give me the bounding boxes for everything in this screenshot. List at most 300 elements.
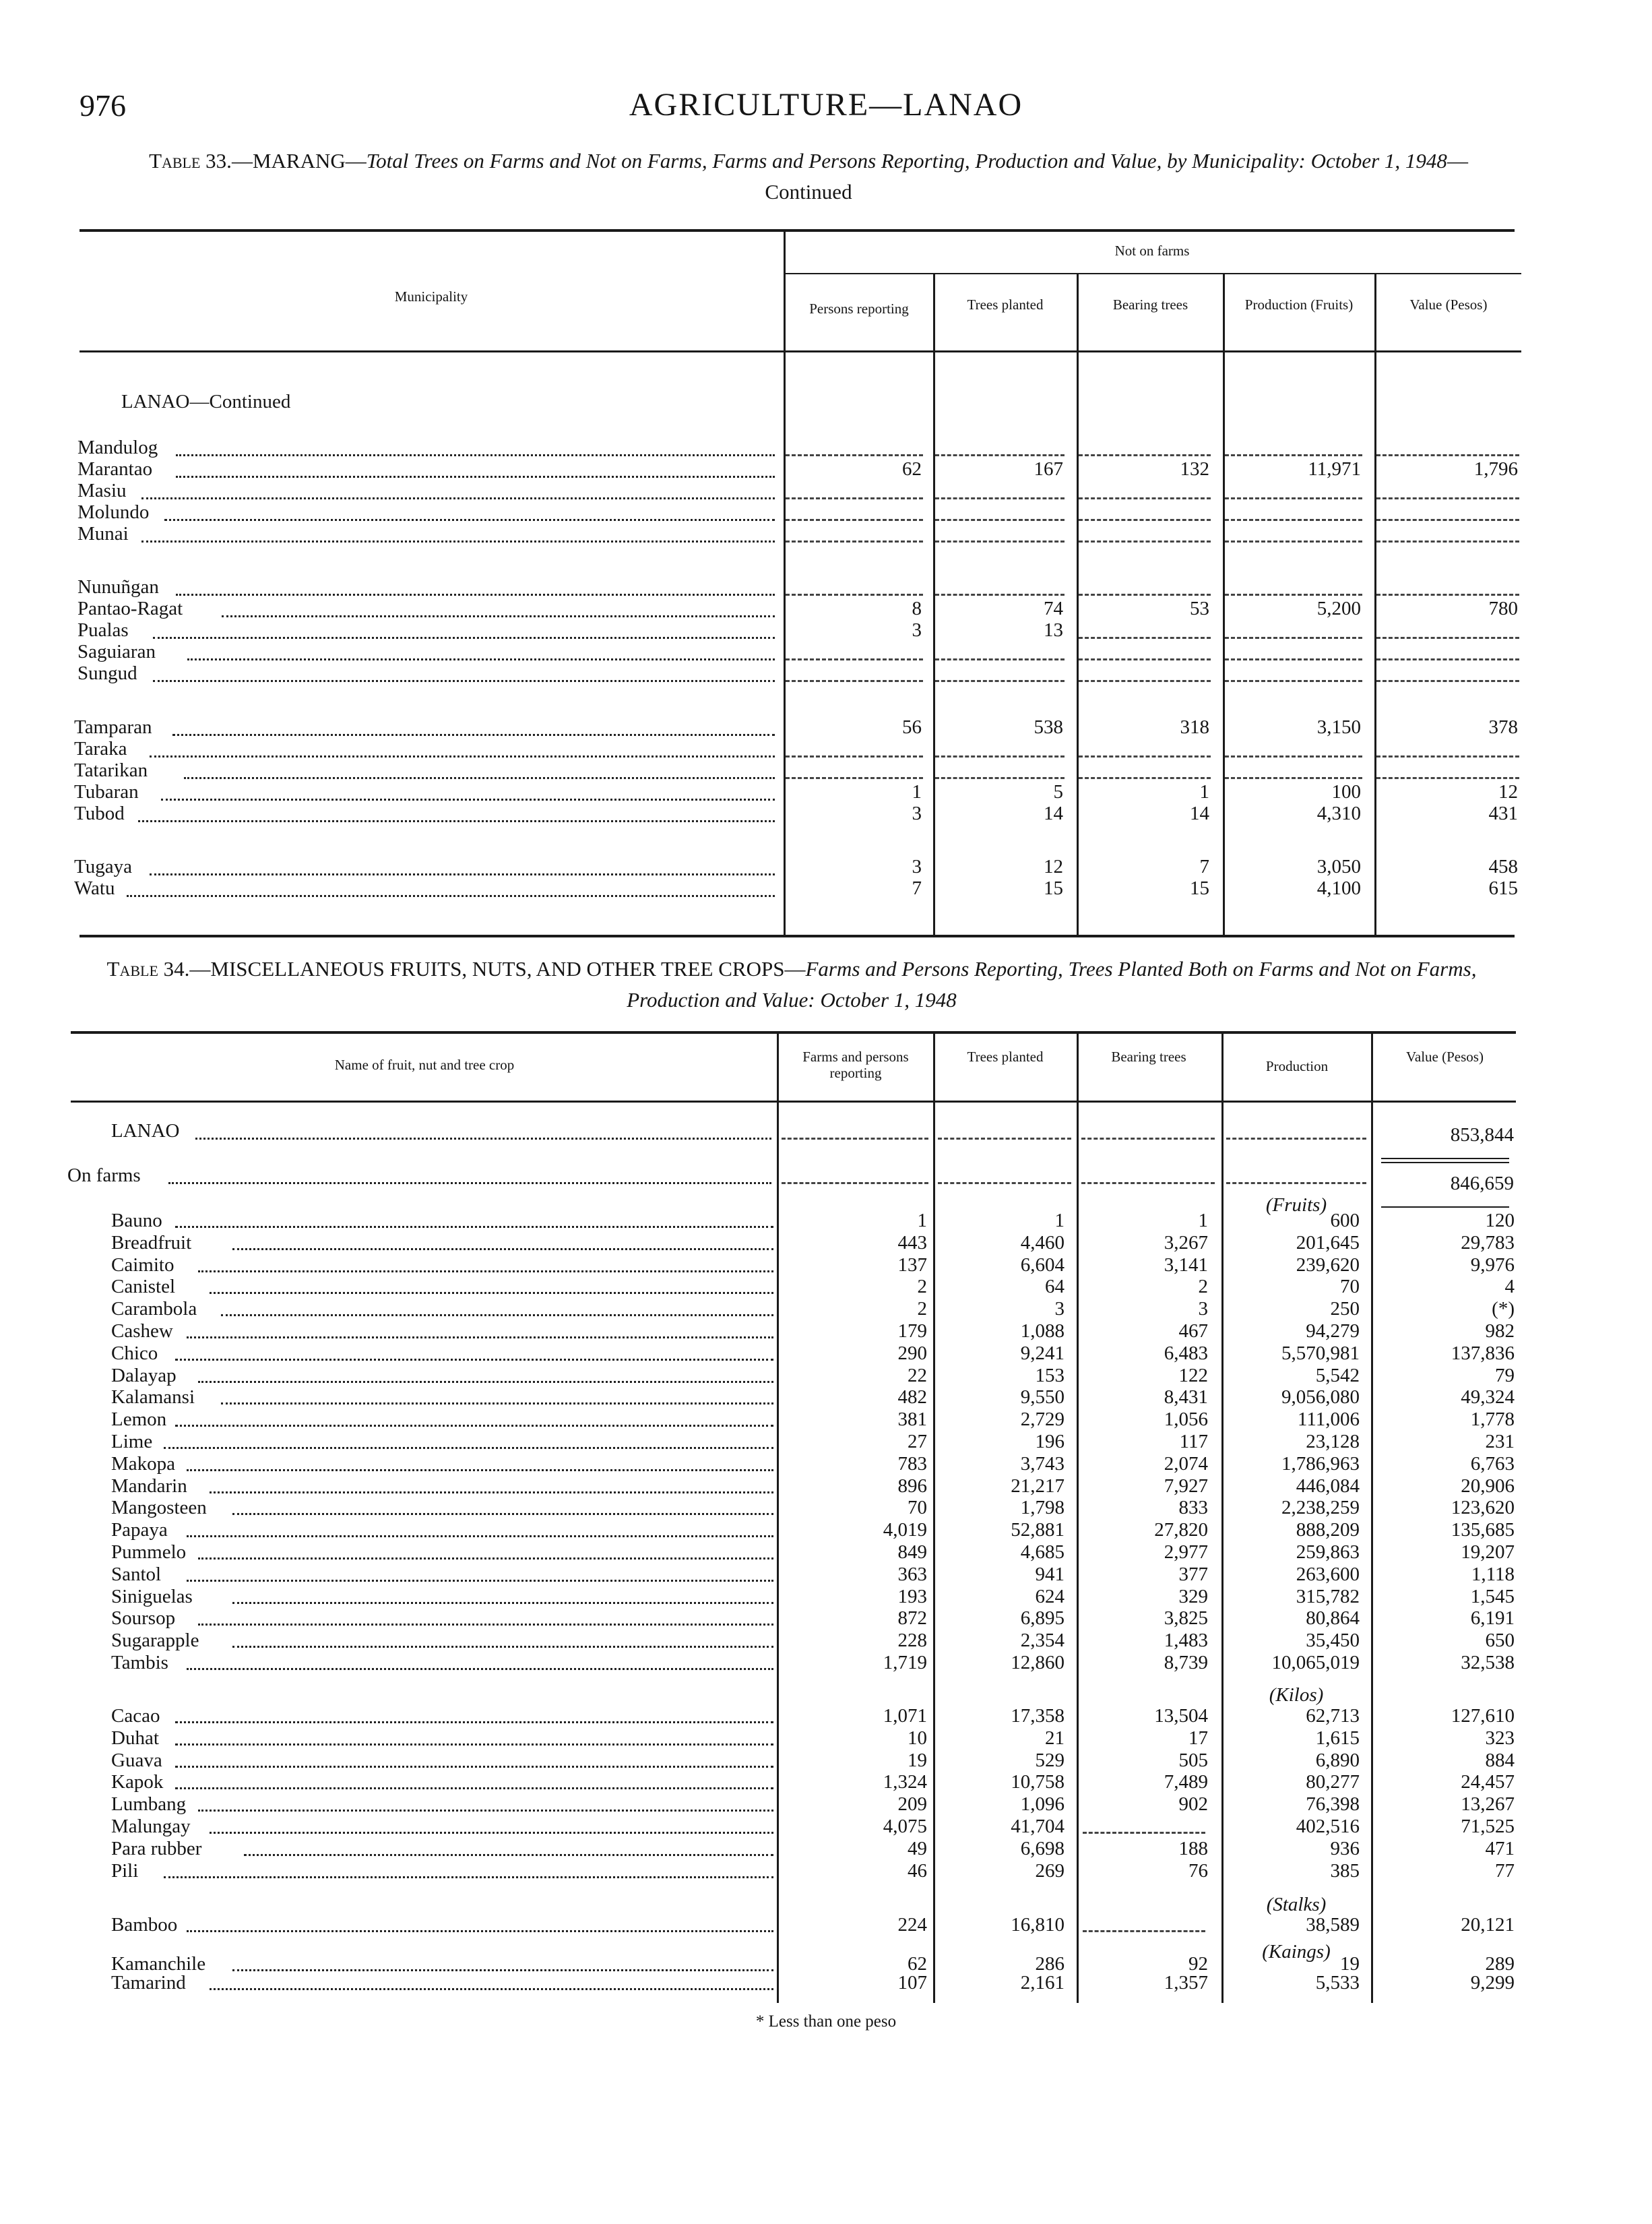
table34-cell: 22 [908, 1364, 927, 1386]
table34-cell: 193 [897, 1585, 927, 1607]
table34-cell: 833 [1178, 1497, 1208, 1519]
table34-crop-name: Makopa [111, 1452, 176, 1475]
table34-col-divider [777, 1032, 779, 2003]
table34-cell: 1,056 [1164, 1409, 1208, 1431]
table33-row-leader [172, 734, 775, 736]
table33-cell: 431 [1488, 803, 1518, 824]
table33-cell: 8 [912, 598, 922, 619]
table33-group-rule [785, 273, 1521, 274]
table34-top-rule [71, 1031, 1516, 1034]
table33-empty-cell [935, 454, 1065, 456]
table34-cell: 1,798 [1020, 1497, 1065, 1519]
table34-cell: 1,778 [1470, 1409, 1515, 1431]
page-number: 976 [80, 88, 126, 123]
table34-cell: 239,620 [1296, 1254, 1360, 1276]
table34-cell: 2 [1198, 1276, 1208, 1298]
table33-row-leader [138, 820, 775, 822]
table34-cell: 76 [1188, 1859, 1208, 1882]
table33-empty-cell [935, 519, 1065, 521]
table34-cell: 2 [917, 1276, 927, 1298]
table34-cell: 482 [897, 1386, 927, 1409]
table34-crop-name: Cacao [111, 1705, 160, 1727]
table33-empty-cell [935, 658, 1065, 660]
table33-cell: 3,050 [1316, 856, 1361, 877]
table34-cell: 3,267 [1164, 1231, 1208, 1254]
table33-empty-cell [1079, 777, 1211, 779]
table33-cell: 15 [1190, 877, 1209, 899]
table34-cell: 1,483 [1164, 1630, 1208, 1652]
table33-row-leader [161, 799, 775, 801]
table34-cell: 1,324 [883, 1771, 927, 1793]
table34-crop-name: Santol [111, 1563, 162, 1585]
table34-cell: 77 [1495, 1859, 1515, 1882]
table34-col-header: Trees planted [967, 1049, 1044, 1065]
table34-on-farms-rule [1381, 1206, 1509, 1208]
table34-row-leader [210, 1988, 773, 1990]
table34-crop-name: Kamanchile [111, 1953, 206, 1975]
table34-crop-name: Chico [111, 1342, 158, 1364]
table33-empty-cell [1376, 637, 1519, 639]
table34-cell: 62 [908, 1953, 927, 1975]
table34-cell: 9,241 [1020, 1342, 1065, 1364]
table33-col-divider [1077, 274, 1079, 935]
table34-crop-name: Sugarapple [111, 1630, 199, 1652]
table33-empty-cell [1376, 777, 1519, 779]
table33-empty-cell [1079, 755, 1211, 758]
table34-name-header: Name of fruit, nut and tree crop [334, 1057, 515, 1073]
table34-cell: 7,927 [1164, 1475, 1208, 1497]
table34-cell: 49,324 [1461, 1386, 1515, 1409]
table33-cell: 780 [1488, 598, 1518, 619]
table34-cell: 70 [1340, 1276, 1360, 1298]
table34-cell: 1,357 [1164, 1972, 1208, 1994]
table34-cell: 2,161 [1020, 1972, 1065, 1994]
table34-cell: 62,713 [1306, 1705, 1360, 1727]
table33-empty-cell [1376, 594, 1519, 596]
table33-row-leader [141, 540, 775, 543]
table33-col-divider [784, 230, 786, 935]
table34-cell: 872 [897, 1607, 927, 1630]
table34-row-leader [175, 1425, 773, 1427]
table33-empty-cell [1079, 594, 1211, 596]
table33-cell: 132 [1180, 458, 1209, 480]
table34-cell: 6,191 [1470, 1607, 1515, 1630]
table34-empty-cell [1083, 1930, 1205, 1932]
table34-cell: 505 [1178, 1749, 1208, 1771]
table33-col-header: Trees planted [967, 297, 1044, 313]
table33-row-leader [127, 895, 775, 897]
table34-col-divider [933, 1032, 935, 2003]
table34-on-farms-dash [782, 1182, 928, 1184]
table34-cell: 4,075 [883, 1816, 927, 1837]
table33-cell: 7 [1199, 856, 1209, 877]
table34-crop-name: Bauno [111, 1210, 162, 1231]
table34-crop-name: Malungay [111, 1816, 191, 1837]
table34-cell: 1 [917, 1210, 927, 1231]
table34-cell: 902 [1178, 1793, 1208, 1816]
table33-cell: 1,796 [1473, 458, 1518, 480]
table34-crop-name: Mangosteen [111, 1497, 207, 1519]
table34-row-leader [232, 1248, 773, 1250]
table33-empty-cell [786, 658, 923, 660]
table33-cell: 167 [1034, 458, 1063, 480]
table34-crop-name: Duhat [111, 1727, 159, 1749]
table33-row-leader [153, 637, 775, 639]
table33-row-leader [141, 497, 775, 499]
table33-cell: 458 [1488, 856, 1518, 877]
table34-cell: 79 [1495, 1364, 1515, 1386]
table33-cell: 318 [1180, 716, 1209, 738]
table34-row-leader [221, 1402, 773, 1404]
table34-total-value: 853,844 [1450, 1124, 1514, 1146]
table34-crop-name: Tambis [111, 1652, 168, 1673]
table34-cell: 27,820 [1154, 1519, 1208, 1541]
table33-row-leader [187, 658, 775, 660]
table34-cell: 2,354 [1020, 1630, 1065, 1652]
table34-unit-stalks: (Stalks) [1266, 1894, 1327, 1915]
table34-row-leader [210, 1292, 773, 1294]
table34-row-leader [187, 1535, 773, 1537]
table34-col-divider [1371, 1032, 1373, 2003]
table33-empty-cell [1376, 755, 1519, 758]
table33-col-header: Value (Pesos) [1409, 297, 1488, 313]
table34-cell: 624 [1035, 1585, 1065, 1607]
table34-cell: 13,504 [1154, 1705, 1208, 1727]
table33-cell: 1 [1199, 781, 1209, 803]
table33-cell: 3,150 [1316, 716, 1361, 738]
table34-cell: 10,065,019 [1271, 1652, 1360, 1673]
table34-cell: 250 [1330, 1298, 1360, 1320]
table34-cell: 6,604 [1020, 1254, 1065, 1276]
table33-cell: 378 [1488, 716, 1518, 738]
table33-empty-cell [786, 454, 923, 456]
table34-cell: 1 [1054, 1210, 1065, 1231]
table34-crop-name: Para rubber [111, 1837, 202, 1859]
table33-empty-cell [1376, 497, 1519, 499]
table34-cell: 10,758 [1011, 1771, 1065, 1793]
table33-empty-cell [1079, 637, 1211, 639]
table34-crop-name: Bamboo [111, 1914, 178, 1936]
table33-col-header: Bearing trees [1112, 297, 1188, 313]
table34-cell: 8,739 [1164, 1652, 1208, 1673]
table34-cell: 1,615 [1315, 1727, 1360, 1749]
table34-cell: 29,783 [1461, 1231, 1515, 1254]
table33-empty-cell [1079, 497, 1211, 499]
table33-top-rule [80, 229, 1515, 232]
table33-municipality-name: Saguiaran [77, 641, 156, 662]
table33-municipality-name: Taraka [74, 738, 127, 760]
table34-caption-label: Table 34. [106, 957, 190, 981]
table34-crop-name: Kapok [111, 1771, 164, 1793]
table33-row-leader [164, 519, 775, 521]
table34-cell: 1 [1198, 1210, 1208, 1231]
table33-empty-cell [786, 540, 923, 543]
table34-cell: 179 [897, 1320, 927, 1342]
table33-empty-cell [935, 680, 1065, 682]
table34-cell: 289 [1485, 1953, 1515, 1975]
table33-empty-cell [786, 680, 923, 682]
table34-cell: 888,209 [1296, 1519, 1360, 1541]
table34-cell: 650 [1485, 1630, 1515, 1652]
table33-col-divider [933, 274, 935, 935]
table33-cell: 1 [912, 781, 922, 803]
table34-crop-name: Guava [111, 1749, 162, 1771]
table34-cell: 49 [908, 1837, 927, 1859]
table33-municipality-name: Tubaran [74, 781, 139, 803]
table34-cell: 3 [1054, 1298, 1065, 1320]
table34-cell: 8,431 [1164, 1386, 1208, 1409]
running-head: AGRICULTURE—LANAO [629, 87, 1023, 123]
table34-cell: 1,088 [1020, 1320, 1065, 1342]
table34-cell: 9,056,080 [1281, 1386, 1360, 1409]
table34-caption-title: Farms and Persons Reporting, Trees Planted Both on Farms and Not on Farms, Production and Value: October 1, 1948 [627, 957, 1477, 1012]
table34-cell: 76,398 [1306, 1793, 1360, 1816]
table34-cell: 10 [908, 1727, 927, 1749]
table34-row-leader [232, 1602, 773, 1604]
table33-empty-cell [1376, 454, 1519, 456]
table34-crop-name: Lemon [111, 1409, 167, 1431]
table34-cell: 111,006 [1297, 1409, 1360, 1431]
table34-col-divider [1077, 1032, 1079, 2003]
table33-empty-cell [1225, 519, 1362, 521]
table34-cell: 6,483 [1164, 1342, 1208, 1364]
table34-cell: 27 [908, 1431, 927, 1452]
table34-cell: 6,763 [1470, 1452, 1515, 1475]
table33-empty-cell [1376, 680, 1519, 682]
table33-col-group-header: Not on farms [1114, 243, 1190, 259]
table34-cell: 12,860 [1011, 1652, 1065, 1673]
table34-cell: 20,906 [1461, 1475, 1515, 1497]
table33-cell: 4,310 [1316, 803, 1361, 824]
table34-cell: 4,685 [1020, 1541, 1065, 1563]
table33-empty-cell [1376, 540, 1519, 543]
table34-cell: 137,836 [1451, 1342, 1515, 1364]
table33-row-leader [150, 755, 775, 758]
table34-cell: 21,217 [1011, 1475, 1065, 1497]
table33-empty-cell [1079, 540, 1211, 543]
table33-empty-cell [1225, 680, 1362, 682]
table34-cell: 24,457 [1461, 1771, 1515, 1793]
table34-cell: 2,977 [1164, 1541, 1208, 1563]
table33-municipality-name: Tugaya [74, 856, 132, 877]
table33-empty-cell [935, 540, 1065, 543]
table33-col-header: Persons reporting [809, 301, 909, 317]
table34-cell: 1,096 [1020, 1793, 1065, 1816]
table34-cell: 385 [1330, 1859, 1360, 1882]
table34-total-dash [1081, 1138, 1215, 1140]
table34-on-farms-dash [1226, 1182, 1366, 1184]
table34-cell: 381 [897, 1409, 927, 1431]
table34-row-leader [187, 1930, 773, 1932]
table34-cell: 117 [1179, 1431, 1208, 1452]
table34-cell: 80,277 [1306, 1771, 1360, 1793]
table33-cell: 5 [1053, 781, 1063, 803]
table33-cell: 100 [1331, 781, 1361, 803]
table34-on-farms-leader [168, 1182, 771, 1184]
table33-row-leader [184, 777, 775, 779]
table34-row-leader [164, 1876, 773, 1878]
table34-cell: 19 [1340, 1953, 1360, 1975]
table33-empty-cell [1376, 658, 1519, 660]
table33-cell: 5,200 [1316, 598, 1361, 619]
table33-empty-cell [935, 497, 1065, 499]
table34-row-leader [198, 1557, 773, 1559]
table34-cell: 188 [1178, 1837, 1208, 1859]
table34-cell: 16,810 [1011, 1914, 1065, 1936]
table33-caption-lead: —MARANG— [231, 149, 367, 173]
table33-row-leader [176, 454, 775, 456]
table34-cell: 19,207 [1461, 1541, 1515, 1563]
table34-cell: 9,299 [1470, 1972, 1515, 1994]
table33-cell: 3 [912, 803, 922, 824]
table33-cell: 11,971 [1308, 458, 1361, 480]
table33-empty-cell [1079, 454, 1211, 456]
table33-empty-cell [786, 519, 923, 521]
table34-cell: 600 [1330, 1210, 1360, 1231]
table34-on-farms-label: On farms [67, 1165, 141, 1186]
table34-cell: 467 [1178, 1320, 1208, 1342]
table33-caption-label: Table 33. [149, 149, 232, 173]
table34-total-leader [195, 1138, 771, 1140]
table34-cell: 286 [1035, 1953, 1065, 1975]
table33-empty-cell [1225, 594, 1362, 596]
table34-row-leader [164, 1447, 773, 1449]
table34-header-rule [71, 1101, 1516, 1103]
table34-cell: 120 [1485, 1210, 1515, 1231]
table33-cell: 13 [1044, 619, 1063, 641]
table34-cell: 41,704 [1011, 1816, 1065, 1837]
table34-cell: 122 [1178, 1364, 1208, 1386]
table34-unit-kaings: (Kaings) [1262, 1941, 1331, 1963]
table34-row-leader [210, 1832, 773, 1834]
table34-row-leader [187, 1580, 773, 1582]
table33-col-divider [1374, 274, 1376, 935]
table33-col-divider [1223, 274, 1225, 935]
table34-cell: 377 [1178, 1563, 1208, 1585]
table34-cell: 936 [1330, 1837, 1360, 1859]
table34-total-dash [938, 1138, 1071, 1140]
table33-empty-cell [1376, 519, 1519, 521]
table34-crop-name: Kalamansi [111, 1386, 195, 1409]
table33-row-leader [176, 594, 775, 596]
table33-municipality-name: Masiu [77, 480, 127, 501]
table34-cell: 2,238,259 [1281, 1497, 1360, 1519]
table34-total-rule [1381, 1158, 1509, 1159]
table33-cell: 14 [1044, 803, 1063, 824]
table33-municipality-name: Pantao-Ragat [77, 598, 183, 619]
table34-cell: 19 [908, 1749, 927, 1771]
table34-cell: 46 [908, 1859, 927, 1882]
table33-cell: 3 [912, 619, 922, 641]
table33-empty-cell [1225, 454, 1362, 456]
table34-cell: 80,864 [1306, 1607, 1360, 1630]
table33-cell: 12 [1044, 856, 1063, 877]
table34-row-leader [187, 1668, 773, 1670]
table33-empty-cell [1225, 755, 1362, 758]
table34-crop-name: Papaya [111, 1519, 168, 1541]
table33-empty-cell [1225, 658, 1362, 660]
table34-row-leader [175, 1787, 773, 1789]
table34-row-leader [175, 1766, 773, 1768]
table34-crop-name: Pummelo [111, 1541, 187, 1563]
table34-row-leader [175, 1226, 773, 1228]
table33-row-leader [222, 615, 775, 617]
table34-row-leader [175, 1359, 773, 1361]
table34-cell: 5,542 [1315, 1364, 1360, 1386]
table34-cell: 3 [1198, 1298, 1208, 1320]
table34-caption [64, 954, 1519, 1016]
table33-col-header: Production (Fruits) [1244, 297, 1354, 313]
table34-crop-name: Dalayap [111, 1364, 177, 1386]
table34-cell: (*) [1492, 1298, 1515, 1320]
table34-cell: 402,516 [1296, 1816, 1360, 1837]
table34-crop-name: Carambola [111, 1298, 197, 1320]
table33-cell: 74 [1044, 598, 1063, 619]
table34-row-leader [244, 1854, 773, 1856]
table33-cell: 14 [1190, 803, 1209, 824]
table34-cell: 20,121 [1461, 1914, 1515, 1936]
table34-unit-fruits: (Fruits) [1265, 1194, 1327, 1216]
table33-cell: 12 [1498, 781, 1518, 803]
table34-cell: 1,071 [883, 1705, 927, 1727]
table33-cell: 62 [902, 458, 922, 480]
table34-cell: 941 [1035, 1563, 1065, 1585]
table34-row-leader [210, 1491, 773, 1493]
table34-row-leader [187, 1469, 773, 1471]
table33-header-rule [80, 350, 1521, 352]
table34-cell: 92 [1188, 1953, 1208, 1975]
table34-crop-name: Lumbang [111, 1793, 187, 1816]
footnote: * Less than one peso [755, 2012, 897, 2031]
table34-crop-name: Soursop [111, 1607, 176, 1630]
table33-municipality-name: Tubod [74, 803, 125, 824]
table34-cell: 783 [897, 1452, 927, 1475]
table34-cell: 849 [897, 1541, 927, 1563]
table34-crop-name: Tamarind [111, 1972, 186, 1994]
table34-row-leader [175, 1721, 773, 1723]
table34-row-leader [198, 1810, 773, 1812]
table34-cell: 323 [1485, 1727, 1515, 1749]
table34-cell: 13,267 [1461, 1793, 1515, 1816]
table34-cell: 52,881 [1011, 1519, 1065, 1541]
table33-empty-cell [935, 777, 1065, 779]
table33-caption [108, 146, 1509, 208]
table33-section-label: LANAO—Continued [121, 391, 291, 412]
table33-empty-cell [1079, 680, 1211, 682]
table34-cell: 269 [1035, 1859, 1065, 1882]
table34-row-leader [198, 1624, 773, 1626]
table33-municipality-name: Marantao [77, 458, 153, 480]
table34-col-divider [1221, 1032, 1224, 2003]
table33-empty-cell [1225, 637, 1362, 639]
table33-cell: 615 [1488, 877, 1518, 899]
table34-row-leader [175, 1743, 773, 1746]
table33-cell: 4,100 [1316, 877, 1361, 899]
table34-cell: 32,538 [1461, 1652, 1515, 1673]
table33-cell: 7 [912, 877, 922, 899]
table34-cell: 259,863 [1296, 1541, 1360, 1563]
table33-municipality-name: Sungud [77, 662, 137, 684]
table34-cell: 290 [897, 1342, 927, 1364]
table33-empty-cell [786, 755, 923, 758]
table33-empty-cell [786, 497, 923, 499]
table33-cell: 56 [902, 716, 922, 738]
table34-cell: 35,450 [1306, 1630, 1360, 1652]
table34-cell: 23,128 [1306, 1431, 1360, 1452]
table34-cell: 443 [897, 1231, 927, 1254]
table33-cell: 3 [912, 856, 922, 877]
table33-municipality-name: Mandulog [77, 437, 158, 458]
